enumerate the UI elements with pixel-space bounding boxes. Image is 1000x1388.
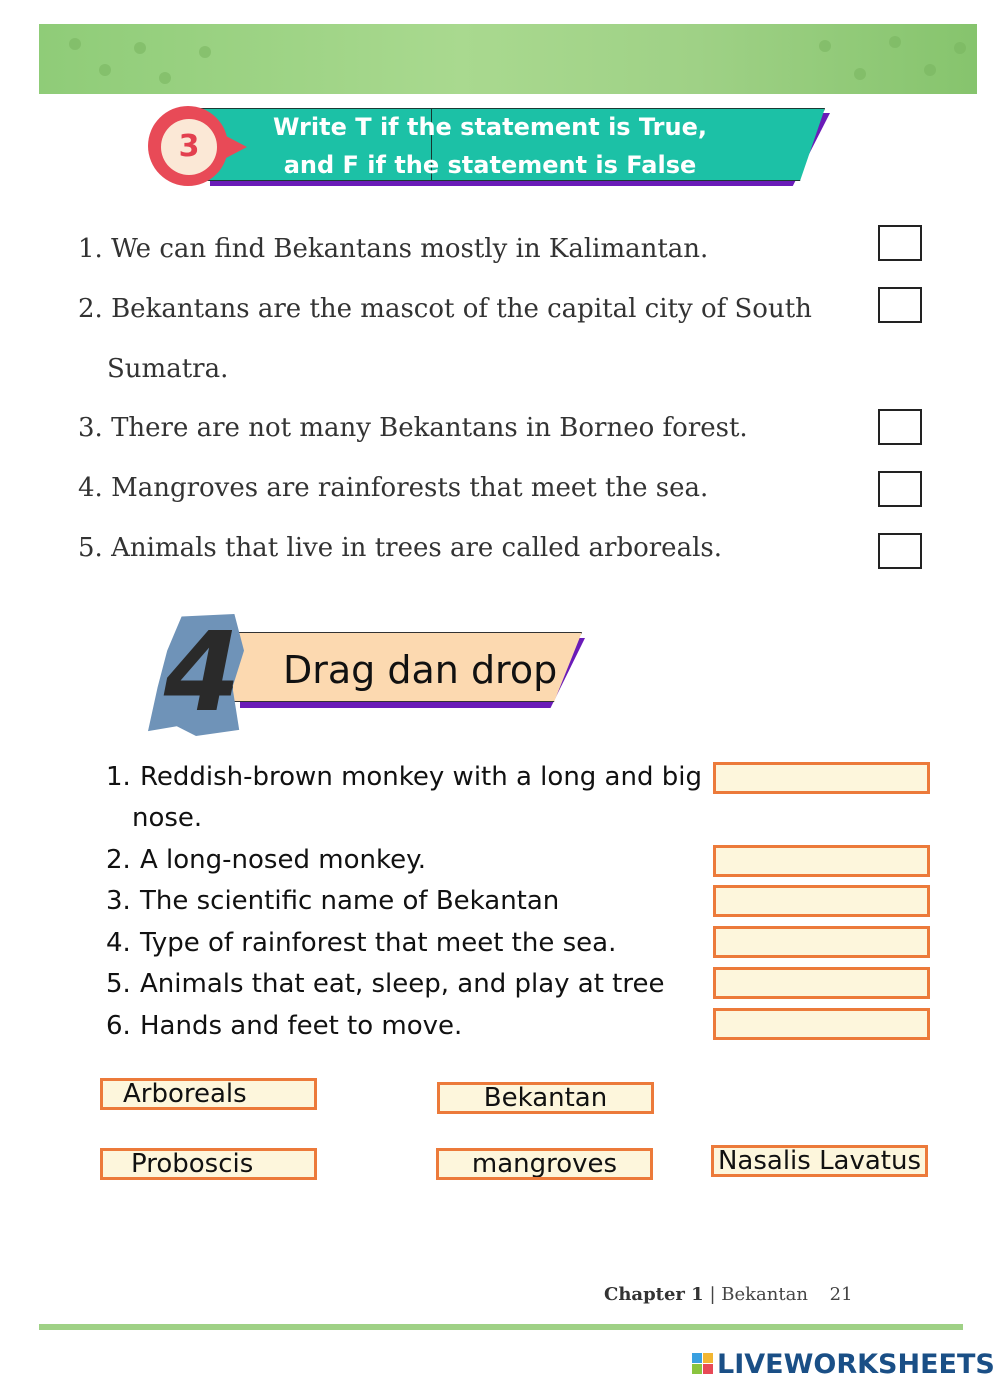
statement-number: 3. [78,413,103,443]
question-text: Animals that eat, sleep, and play at tree [140,969,665,999]
liveworksheets-logo[interactable] [692,1349,995,1380]
statement-text: Bekantans are the mascot of the capital city of South [111,294,812,324]
question-text: A long-nosed monkey. [140,845,427,875]
statement-number: 1. [78,234,103,264]
statement-text: We can find Bekantans mostly in Kalimantan. [111,234,709,264]
dd-question-2 [106,840,706,881]
statement-number: 4. [78,473,103,503]
statement-text: There are not many Bekantans in Borneo forest. [111,413,748,443]
statement-text: Mangroves are rainforests that meet the sea. [111,473,709,503]
section4-number: 4 [163,608,241,736]
section3-number: 3 [161,119,217,175]
drop-target-4[interactable] [713,926,930,958]
dd-question-3 [106,881,706,922]
dd-question-4 [106,923,706,964]
section4-title: Drag dan drop [283,648,558,692]
instruction-line1: Write T if the statement is True, [273,113,707,141]
dd-question-5 [106,964,706,1005]
statement-text: Animals that live in trees are called arboreals. [111,533,722,563]
question-text: The scientific name of Bekantan [140,886,560,916]
word-tile-mangroves[interactable]: mangroves [436,1148,653,1180]
dd-question-1 [106,757,706,839]
question-text: Hands and feet to move. [140,1011,463,1041]
question-number: 3. [106,886,131,916]
statement-number: 5. [78,533,103,563]
word-tile-arboreals[interactable]: Arboreals [100,1078,317,1110]
tf-answer-box-5[interactable] [878,533,922,569]
statement-number: 2. [78,294,103,324]
instruction-line2: and F if the statement is False [283,151,697,179]
question-text: Reddish-brown monkey with a long and big [140,762,702,792]
tf-statement-3 [78,398,838,458]
question-number: 5. [106,969,131,999]
question-number: 2. [106,845,131,875]
word-tile-nasalis-lavatus[interactable]: Nasalis Lavatus [711,1145,928,1177]
footer-page-number: 21 [829,1284,853,1305]
tf-statement-1 [78,219,838,279]
question-text: Type of rainforest that meet the sea. [140,928,617,958]
tf-answer-box-2[interactable] [878,287,922,323]
drop-target-2[interactable] [713,845,930,877]
drop-target-1[interactable] [713,762,930,794]
tf-answer-box-1[interactable] [878,225,922,261]
footer-chapter: Chapter 1 [604,1284,704,1305]
question-number: 6. [106,1011,131,1041]
question-text-continued: nose. [132,803,203,833]
dd-question-6 [106,1006,706,1047]
page-footer [604,1284,853,1305]
tf-statement-5 [78,518,838,578]
statement-text-continued: Sumatra. [107,354,229,384]
word-tile-bekantan[interactable]: Bekantan [437,1082,654,1114]
section3-instruction [250,108,730,181]
word-tile-proboscis[interactable]: Proboscis [100,1148,317,1180]
footer-divider [39,1324,963,1330]
top-banner [39,24,977,94]
question-number: 4. [106,928,131,958]
drop-target-6[interactable] [713,1008,930,1040]
drop-target-5[interactable] [713,967,930,999]
liveworksheets-icon [692,1353,714,1375]
drop-target-3[interactable] [713,885,930,917]
tf-statement-2 [78,279,838,399]
question-number: 1. [106,762,131,792]
tf-answer-box-4[interactable] [878,471,922,507]
logo-text: LIVEWORKSHEETS [717,1349,995,1380]
tf-answer-box-3[interactable] [878,409,922,445]
tf-statement-4 [78,458,838,518]
footer-topic: Bekantan [721,1284,808,1305]
footer-separator: | [709,1284,716,1305]
